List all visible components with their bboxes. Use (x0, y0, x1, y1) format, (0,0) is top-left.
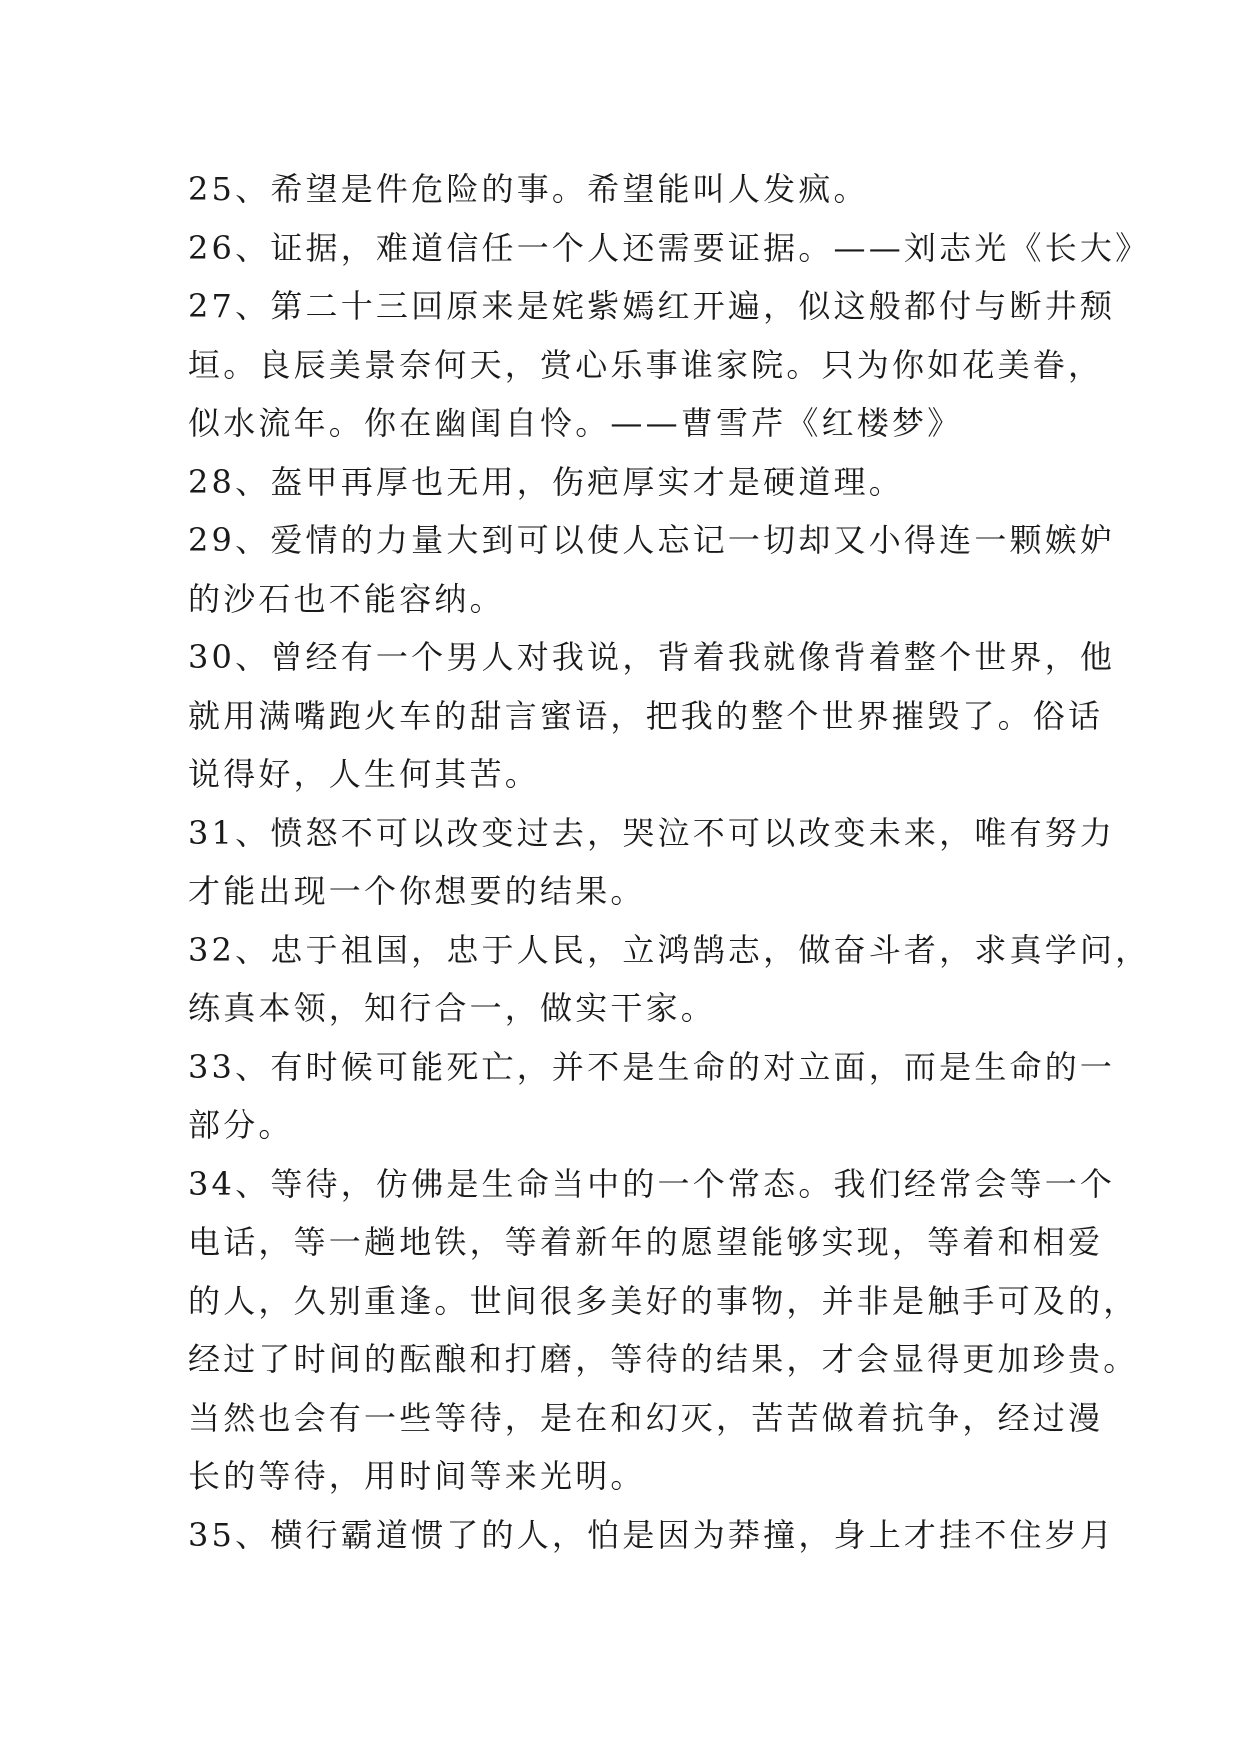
text-line-27c: 似水流年。你在幽闺自怜。——曹雪芹《红楼梦》 (188, 404, 963, 442)
text-line-32b: 练真本领，知行合一，做实干家。 (188, 989, 717, 1027)
text-line-29a: 29、爱情的力量大到可以使人忘记一切却又小得连一颗嫉妒 (188, 521, 1116, 559)
text-line-35: 35、横行霸道惯了的人，怕是因为莽撞，身上才挂不住岁月 (188, 1515, 1116, 1554)
text-line-31b: 才能出现一个你想要的结果。 (188, 872, 646, 910)
text-line-34e: 当然也会有一些等待，是在和幻灭，苦苦做着抗争，经过漫 (188, 1398, 1104, 1437)
text-line-26: 26、证据，难道信任一个人还需要证据。——刘志光《长大》 (188, 228, 1151, 267)
text-line-27a: 27、第二十三回原来是姹紫嫣红开遍，似这般都付与断井颓 (188, 287, 1116, 325)
text-line-34b: 电话，等一趟地铁，等着新年的愿望能够实现，等着和相爱 (188, 1223, 1104, 1261)
text-line-28: 28、盔甲再厚也无用，伤疤厚实才是硬道理。 (188, 462, 904, 501)
text-line-32a: 32、忠于祖国，忠于人民，立鸿鹄志，做奋斗者，求真学问， (188, 930, 1151, 969)
document-body (188, 160, 1151, 1564)
text-line-30a: 30、曾经有一个男人对我说，背着我就像背着整个世界，他 (188, 638, 1116, 676)
text-line-29b: 的沙石也不能容纳。 (188, 579, 505, 618)
text-line-31a: 31、愤怒不可以改变过去，哭泣不可以改变未来，唯有努力 (188, 813, 1116, 852)
text-line-34a: 34、等待，仿佛是生命当中的一个常态。我们经常会等一个 (188, 1164, 1116, 1203)
text-line-30c: 说得好，人生何其苦。 (188, 755, 541, 793)
text-line-34d: 经过了时间的酝酿和打磨，等待的结果，才会显得更加珍贵。 (188, 1340, 1139, 1378)
text-line-25: 25、希望是件危险的事。希望能叫人发疯。 (188, 170, 869, 208)
text-line-30b: 就用满嘴跑火车的甜言蜜语，把我的整个世界摧毁了。俗话 (188, 696, 1104, 735)
text-line-34c: 的人，久别重逢。世间很多美好的事物，并非是触手可及的， (188, 1281, 1139, 1320)
text-line-27b: 垣。良辰美景奈何天，赏心乐事谁家院。只为你如花美眷， (188, 345, 1104, 384)
text-line-34f: 长的等待，用时间等来光明。 (188, 1457, 646, 1495)
text-line-33a: 33、有时候可能死亡，并不是生命的对立面，而是生命的一 (188, 1047, 1116, 1086)
text-line-33b: 部分。 (188, 1106, 294, 1144)
